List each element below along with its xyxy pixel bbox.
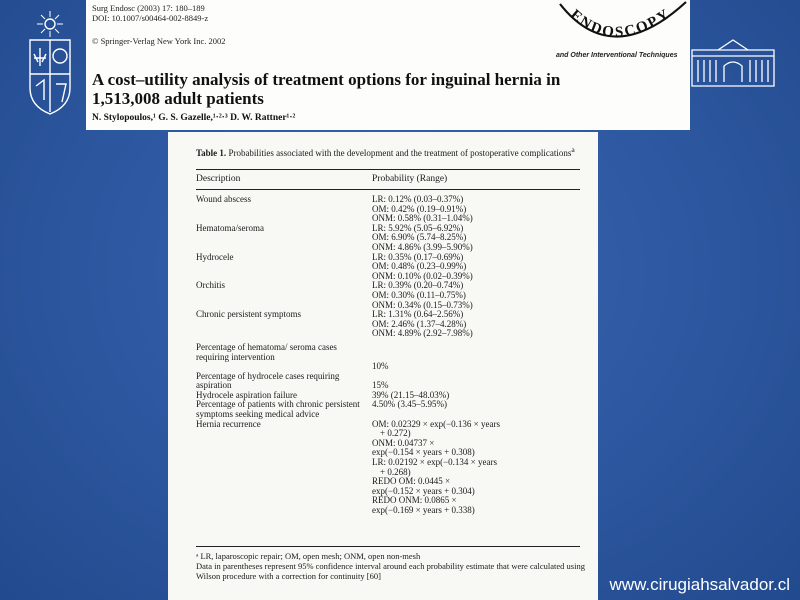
- probability-line: [372, 372, 580, 382]
- probability-line: [372, 353, 580, 363]
- website-url: www.cirugiahsalvador.cl: [609, 575, 790, 594]
- table-footnote: [196, 552, 586, 581]
- probability-line: LR: 5.92% (5.05–6.92%): [372, 222, 464, 233]
- probability-line: exp(−0.169 × years + 0.338): [372, 505, 475, 515]
- probability-line: 4.50% (3.45–5.95%): [372, 399, 447, 410]
- table-row: [196, 343, 580, 372]
- probability-line: OM: 0.30% (0.11–0.75%): [372, 289, 466, 300]
- row-description: Orchitis: [196, 280, 225, 291]
- probability-line: REDO OM: 0.0445 ×: [372, 476, 451, 487]
- table-row: [196, 372, 580, 391]
- probability-line: ONM: 0.34% (0.15–0.73%): [372, 299, 473, 310]
- footnote-abbreviations: ᵃ LR, laparoscopic repair; OM, open mesh; ONM, open non-mesh: [196, 551, 421, 561]
- probability-line: OM: 0.42% (0.19–0.91%): [372, 203, 467, 214]
- probability-line: exp(−0.152 × years + 0.304): [372, 485, 475, 496]
- probability-line: LR: 0.12% (0.03–0.37%): [372, 194, 464, 204]
- probability-line: + 0.272): [380, 428, 411, 439]
- table-row: [196, 195, 580, 224]
- row-probability: [372, 343, 580, 372]
- paper-header-panel: [86, 0, 690, 130]
- row-probability: [372, 310, 580, 339]
- row-description: Percentage of patients with chronic persistent symptoms seeking medical advice: [196, 399, 360, 420]
- probability-line: [372, 343, 580, 353]
- row-description: Chronic persistent symptoms: [196, 309, 301, 320]
- table-caption-mark: a: [571, 145, 575, 154]
- probability-line: 15%: [372, 380, 389, 391]
- row-probability: [372, 281, 580, 310]
- row-probability: [372, 372, 580, 391]
- table-row: [196, 253, 580, 282]
- table-bottom-rule: [196, 546, 580, 547]
- table-header-rule: [196, 189, 580, 190]
- row-description: Hydrocele aspiration failure: [196, 389, 297, 400]
- journal-logo-text: ENDOSCOPY: [566, 5, 674, 41]
- table-body: [196, 195, 580, 516]
- probability-line: OM: 0.48% (0.23–0.99%): [372, 261, 467, 272]
- probability-line: OM: 2.46% (1.37–4.28%): [372, 318, 467, 329]
- paper-title-line-2: 1,513,008 adult patients: [92, 89, 264, 108]
- probability-line: LR: 0.02192 × exp(−0.134 × years: [372, 457, 497, 468]
- row-description: Percentage of hematoma/ seroma cases requiring intervention: [196, 341, 337, 362]
- probability-line: + 0.268): [380, 466, 411, 477]
- row-probability: [372, 420, 580, 516]
- row-description: Percentage of hydrocele cases requiring aspiration: [196, 370, 340, 391]
- footnote-confidence-note: Data in parentheses represent 95% confidence interval around each probability estimate that were calculated using Wilson procedure with a correction for continuity [60]: [196, 560, 585, 581]
- citation-journal: Surg Endosc (2003) 17: 180–189: [92, 3, 205, 13]
- probability-line: 39% (21.15–48.03%): [372, 389, 450, 400]
- endoscopy-journal-logo: [542, 0, 690, 70]
- table-caption-label: Table 1.: [196, 148, 227, 158]
- table-row: [196, 281, 580, 310]
- probability-line: REDO ONM: 0.0865 ×: [372, 495, 457, 506]
- table-row: [196, 400, 580, 419]
- probability-line: OM: 0.02329 × exp(−0.136 × years: [372, 418, 500, 429]
- table-scan-panel: [168, 132, 598, 600]
- probability-line: ONM: 0.04737 ×: [372, 437, 435, 448]
- paper-title: [92, 70, 652, 108]
- probability-line: LR: 0.39% (0.20–0.74%): [372, 280, 464, 291]
- probability-line: 10%: [372, 361, 389, 372]
- table-row: [196, 310, 580, 339]
- table-caption-text: Probabilities associated with the development and the treatment of postoperative complications: [228, 148, 572, 158]
- row-probability: [372, 224, 580, 253]
- row-probability: [372, 253, 580, 282]
- table-row: [196, 420, 580, 516]
- row-description: Hydrocele: [196, 251, 234, 262]
- row-probability: [372, 195, 580, 224]
- row-description: Hematoma/seroma: [196, 222, 264, 233]
- row-description: Hernia recurrence: [196, 418, 261, 429]
- svg-text:ENDOSCOPY: [567, 6, 674, 41]
- table-row: [196, 224, 580, 253]
- table-caption: [196, 144, 586, 159]
- probability-line: exp(−0.154 × years + 0.308): [372, 447, 475, 458]
- probability-line: LR: 0.35% (0.17–0.69%): [372, 251, 464, 262]
- citation-doi: DOI: 10.1007/s00464-002-8849-z: [92, 13, 209, 23]
- hospital-building-logo: [690, 36, 776, 88]
- probability-line: ONM: 4.86% (3.99–5.90%): [372, 241, 473, 252]
- probability-line: ONM: 4.89% (2.92–7.98%): [372, 328, 473, 339]
- col-header-probability: Probability (Range): [372, 174, 448, 184]
- probability-line: ONM: 0.10% (0.02–0.39%): [372, 270, 473, 281]
- university-crest-logo: [22, 8, 78, 116]
- copyright: © Springer-Verlag New York Inc. 2002: [92, 36, 226, 46]
- table-top-rule: [196, 169, 580, 170]
- paper-authors: N. Stylopoulos,¹ G. S. Gazelle,¹·²·³ D. W. Rattner¹·²: [92, 113, 296, 123]
- probability-line: ONM: 0.58% (0.31–1.04%): [372, 213, 473, 224]
- row-probability: [372, 400, 580, 419]
- citation: [92, 3, 208, 23]
- journal-subtitle: and Other Interventional Techniques: [556, 52, 678, 59]
- row-description: Wound abscess: [196, 194, 252, 204]
- probability-line: OM: 6.90% (5.74–8.25%): [372, 232, 467, 243]
- paper-title-line-1: A cost–utility analysis of treatment options for inguinal hernia in: [92, 70, 561, 89]
- col-header-description: Description: [196, 174, 241, 184]
- probability-line: LR: 1.31% (0.64–2.56%): [372, 309, 464, 320]
